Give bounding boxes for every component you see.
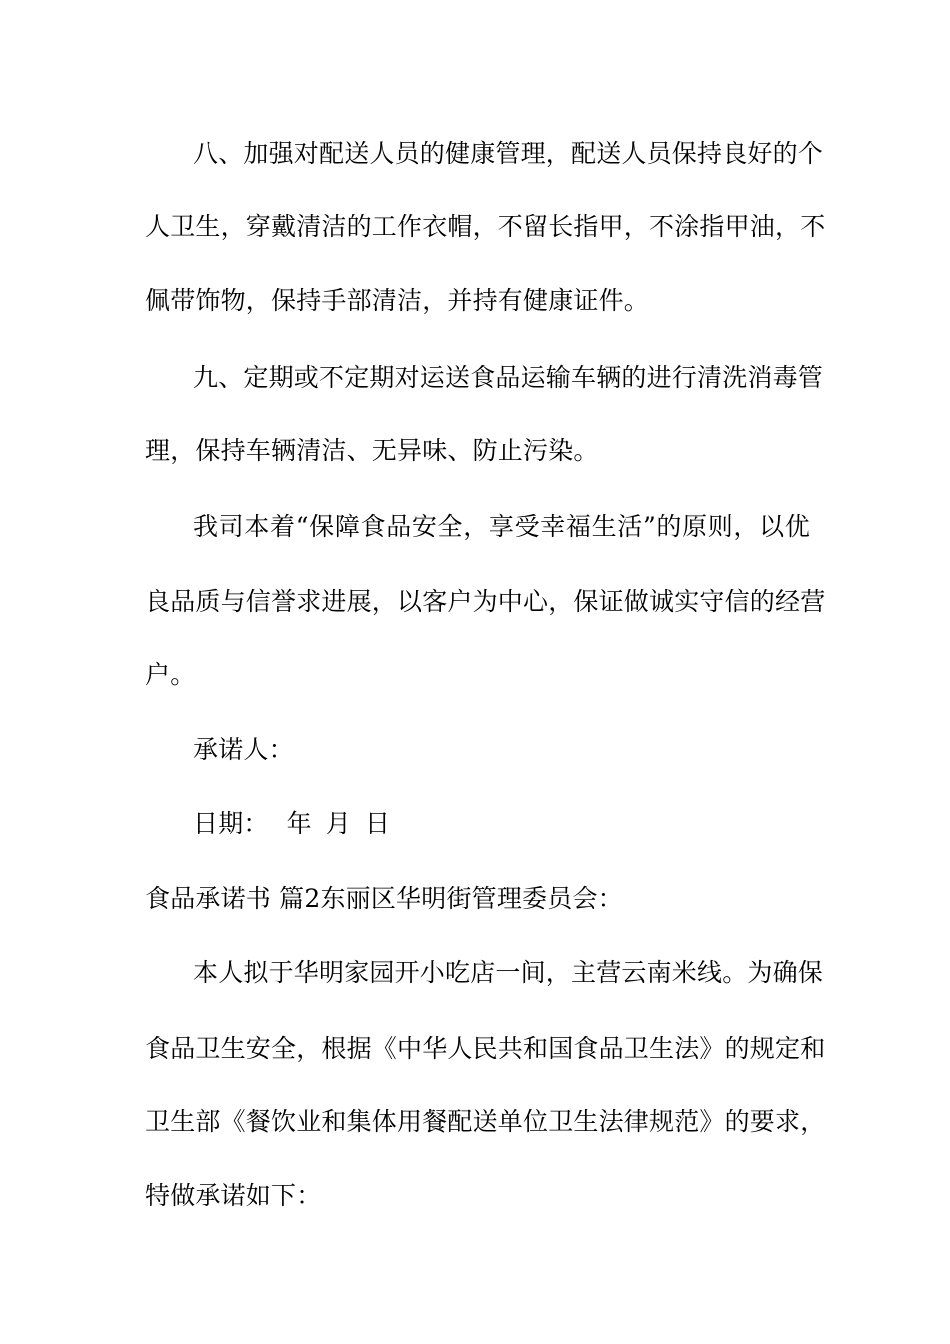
paragraph-line: 本人拟于华明家园开小吃店一间，主营云南米线。为确保 — [193, 958, 824, 987]
paragraph-line: 八、加强对配送人员的健康管理，配送人员保持良好的个 — [193, 139, 824, 168]
paragraph-line: 良品质与信誉求进展，以客户为中心，保证做诚实守信的经营 — [145, 587, 826, 616]
paragraph-line: 我司本着“保障食品安全，享受幸福生活”的原则，以优 — [193, 512, 810, 541]
date-month: 月 — [325, 809, 352, 838]
paragraph-line: 食品卫生安全，根据《中华人民共和国食品卫生法》的规定和 — [145, 1034, 826, 1063]
paragraph-line: 卫生部《餐饮业和集体用餐配送单位卫生法律规范》的要求， — [145, 1107, 826, 1136]
date-day: 日 — [365, 809, 391, 838]
signatory-label: 承诺人： — [193, 735, 294, 764]
paragraph-line: 九、定期或不定期对运送食品运输车辆的进行清洗消毒管 — [193, 363, 824, 392]
paragraph-line: 户。 — [145, 660, 196, 689]
date-label: 日期： — [193, 809, 269, 838]
paragraph-line: 佩带饰物，保持手部清洁，并持有健康证件。 — [145, 286, 650, 315]
paragraph-line: 人卫生，穿戴清洁的工作衣帽，不留长指甲，不涂指甲油，不 — [145, 212, 826, 241]
paragraph-line: 理，保持车辆清洁、无异味、防止污染。 — [145, 436, 599, 465]
date-line — [193, 809, 810, 839]
section-heading: 食品承诺书 篇2东丽区华明街管理委员会： — [145, 884, 623, 913]
date-year: 年 — [286, 809, 312, 838]
paragraph-line: 特做承诺如下： — [145, 1181, 322, 1210]
